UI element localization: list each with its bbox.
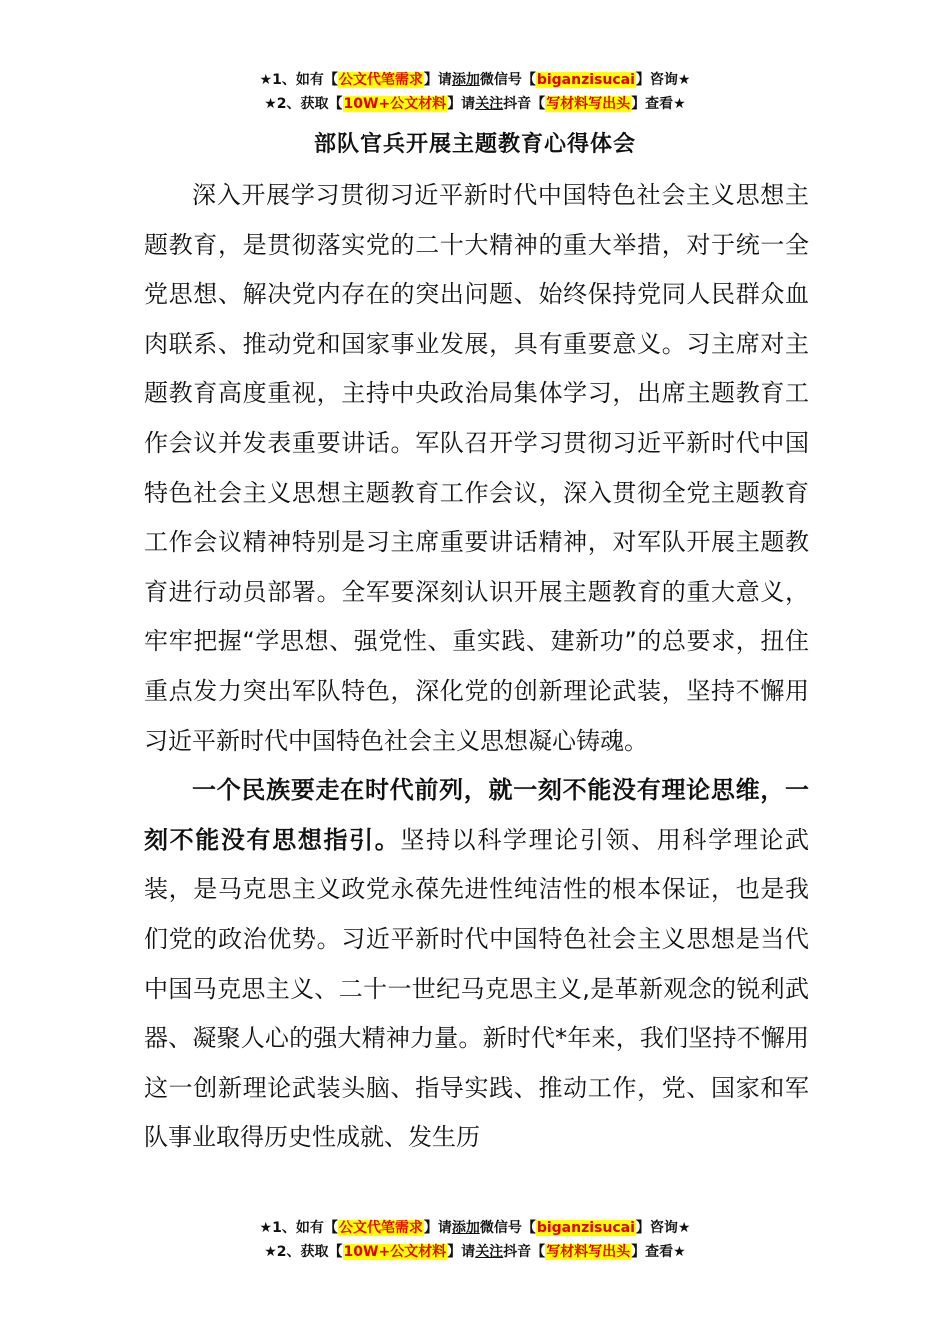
header-promo-banner xyxy=(0,68,950,116)
promo-highlight: biganzisucai xyxy=(536,72,635,88)
footer-promo-banner xyxy=(0,1216,950,1264)
promo-highlight: biganzisucai xyxy=(536,1220,635,1236)
body-paragraph: 一个民族要走在时代前列，就一刻不能没有理论思维，一刻不能没有思想指引。坚持以科学理论引领、用科学理论武装，是马克思主义政党永葆先进性纯洁性的根本保证，也是我们党的政治优势。习近平新时代中国特色社会主义思想是当代中国马克思主义、二十一世纪马克思主义,是革新观念的锐利武器、凝聚人心的强大精神力量。新时代*年来，我们坚持不懈用这一创新理论武装头脑、指导实践、推动工作，党、国家和军队事业取得历史性成就、发生历 xyxy=(144,776,810,1152)
promo-highlight: 10W+公文材料 xyxy=(343,1244,447,1260)
promo-line-1: ★1、如有【公文代笔需求】请添加微信号【biganzisucai】咨询★ xyxy=(259,1220,691,1236)
body-paragraph: 深入开展学习贯彻习近平新时代中国特色社会主义思想主题教育，是贯彻落实党的二十大精神的重大举措，对于统一全党思想、解决党内存在的突出问题、始终保持党同人民群众血肉联系、推动党和国家事业发展，具有重要意义。习主席对主题教育高度重视，主持中央政治局集体学习，出席主题教育工作会议并发表重要讲话。军队召开学习贯彻习近平新时代中国特色社会主义思想主题教育工作会议，深入贯彻全党主题教育工作会议精神特别是习主席重要讲话精神，对军队开展主题教育进行动员部署。全军要深刻认识开展主题教育的重大意义，牢牢把握“学思想、强党性、重实践、建新功”的总要求，扭住重点发力突出军队特色，深化党的创新理论武装，坚持不懈用习近平新时代中国特色社会主义思想凝心铸魂。 xyxy=(144,181,809,755)
document-body xyxy=(144,171,809,1163)
promo-line-2: ★2、获取【10W+公文材料】请关注抖音【写材料写出头】查看★ xyxy=(264,1244,686,1260)
document-title: 部队官兵开展主题教育心得体会 xyxy=(313,132,636,157)
promo-highlight: 10W+公文材料 xyxy=(343,96,447,112)
promo-line-1: ★1、如有【公文代笔需求】请添加微信号【biganzisucai】咨询★ xyxy=(259,72,691,88)
promo-highlight: 公文代笔需求 xyxy=(338,72,423,88)
promo-line-2: ★2、获取【10W+公文材料】请关注抖音【写材料写出头】查看★ xyxy=(264,96,686,112)
promo-highlight: 写材料写出头 xyxy=(546,1244,631,1260)
promo-highlight: 公文代笔需求 xyxy=(338,1220,423,1236)
promo-highlight: 写材料写出头 xyxy=(546,96,631,112)
paragraph-lead: 一个民族要走在时代前列，就一刻不能没有理论思维，一刻不能没有思想指引。 xyxy=(144,776,809,854)
